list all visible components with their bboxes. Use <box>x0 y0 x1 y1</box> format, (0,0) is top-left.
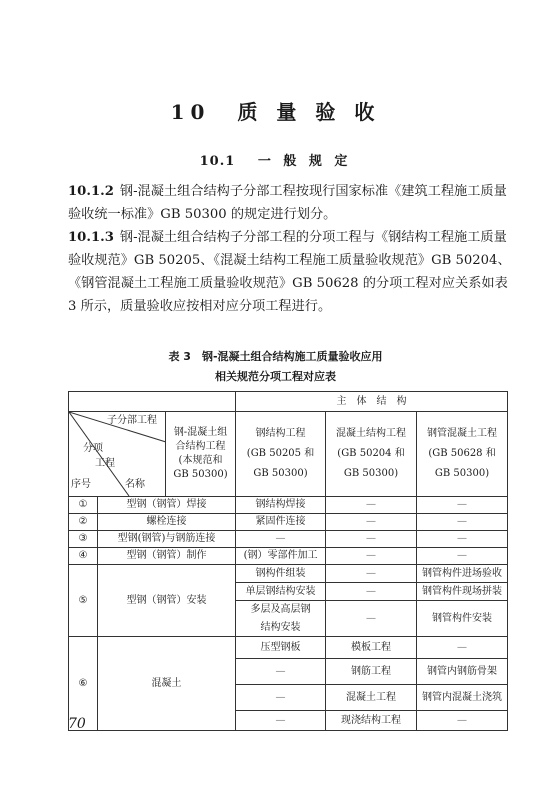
row-name: 螺栓连接 <box>98 514 236 531</box>
row-steel <box>236 601 326 637</box>
row-name: 型钢（钢管）制作 <box>98 548 236 565</box>
diag-label-seq: 序号 <box>71 479 91 490</box>
row-concrete: — <box>326 548 417 565</box>
clause-10-1-3 <box>68 226 518 318</box>
header-line: (GB 50628 和 <box>428 448 496 459</box>
row-seq: ④ <box>69 548 98 565</box>
header-line: (GB 50205 和 <box>246 448 315 459</box>
row-steel: 单层钢结构安装 <box>236 583 326 601</box>
table-row <box>69 531 508 548</box>
table-row <box>69 497 508 514</box>
row-concrete: — <box>326 601 417 637</box>
row-concrete: 模板工程 <box>326 637 417 659</box>
row-tube: — <box>417 711 508 731</box>
clause-number: 10.1.3 <box>68 230 114 245</box>
row-concrete: — <box>326 565 417 583</box>
header-line: 合结构工程 <box>175 441 226 452</box>
row-tube: — <box>417 497 508 514</box>
row-seq: ③ <box>69 531 98 548</box>
row-name: 混凝土 <box>98 637 236 731</box>
header-line: (本规范和 <box>178 455 223 466</box>
header-line: GB 50300) <box>173 469 228 480</box>
row-concrete: — <box>326 531 417 548</box>
clause-10-1-2 <box>68 180 518 226</box>
row-name: 型钢（钢管）安装 <box>98 565 236 637</box>
row-concrete: 现浇结构工程 <box>326 711 417 731</box>
row-concrete: 钢筋工程 <box>326 659 417 685</box>
header-line: 混凝土结构工程 <box>336 428 407 439</box>
clause-text: 钢-混凝土组合结构子分部工程的分项工程与《钢结构工程施工质量验收规范》GB 50205、《混凝土结构工程施工质量验收规范》GB 50204、《钢管混凝土工程施工质量验收规范》GB 50628 的分项工程对应关系如表 3 所示，质量验收应按相对应分项工程进行。 <box>68 230 511 314</box>
row-concrete: — <box>326 514 417 531</box>
page-number: 70 <box>68 716 86 732</box>
row-tube: — <box>417 531 508 548</box>
chapter-number: 10 <box>170 100 211 124</box>
table-row <box>69 565 508 583</box>
row-seq: ⑤ <box>69 565 98 637</box>
row-steel: — <box>236 685 326 711</box>
diag-label-work: 工程 <box>95 458 115 469</box>
table-row <box>69 637 508 659</box>
section-name: 一 般 规 定 <box>257 154 352 169</box>
table-row <box>69 514 508 531</box>
row-tube: 钢管构件现场拼装 <box>417 583 508 601</box>
col-header-concrete <box>326 412 417 497</box>
col-header-steel-tube <box>417 412 508 497</box>
row-seq: ② <box>69 514 98 531</box>
header-line: 钢-混凝土组 <box>173 427 228 438</box>
row-name: 型钢（钢管）焊接 <box>98 497 236 514</box>
row-steel: 钢结构焊接 <box>236 497 326 514</box>
row-tube: — <box>417 514 508 531</box>
row-tube: — <box>417 548 508 565</box>
header-line: GB 50300) <box>343 468 399 479</box>
table-corner-top <box>69 392 236 412</box>
row-steel: 钢构件组装 <box>236 565 326 583</box>
row-seq: ① <box>69 497 98 514</box>
row-steel: 紧固件连接 <box>236 514 326 531</box>
col-header-steel <box>236 412 326 497</box>
chapter-name: 质 量 验 收 <box>237 100 381 124</box>
clause-number: 10.1.2 <box>68 184 114 199</box>
diag-label-name: 名称 <box>125 479 145 490</box>
row-tube: 钢管内混凝土浇筑 <box>417 685 508 711</box>
diagonal-header-cell <box>69 412 166 497</box>
row-seq: ⑥ <box>69 637 98 731</box>
diag-label-item: 分项 <box>83 443 103 454</box>
row-concrete: 混凝土工程 <box>326 685 417 711</box>
col-header-composite <box>166 412 236 497</box>
row-tube: 钢管构件安装 <box>417 601 508 637</box>
header-line: 钢结构工程 <box>255 428 306 439</box>
row-steel: — <box>236 659 326 685</box>
row-tube: 钢管内钢筋骨架 <box>417 659 508 685</box>
row-steel: — <box>236 531 326 548</box>
header-line: 钢管混凝土工程 <box>427 428 498 439</box>
table-main-header-row <box>69 392 508 412</box>
main-structure-header: 主 体 结 构 <box>236 392 508 412</box>
table-column-header-row <box>69 412 508 497</box>
row-steel: 压型钢板 <box>236 637 326 659</box>
table-row <box>69 548 508 565</box>
header-line: GB 50300) <box>253 468 308 479</box>
row-steel: (钢）零部件加工 <box>236 548 326 565</box>
header-line: GB 50300) <box>434 468 490 479</box>
row-name: 型钢(钢管)与钢筋连接 <box>98 531 236 548</box>
table-caption-line1: 表 3 钢-混凝土组合结构施工质量验收应用 <box>168 350 383 363</box>
clause-text: 钢-混凝土组合结构子分部工程按现行国家标准《建筑工程施工质量验收统一标准》GB 50300 的规定进行划分。 <box>68 184 507 222</box>
row-tube: — <box>417 637 508 659</box>
cell-line: 多层及高层钢 <box>250 603 311 615</box>
section-number: 10.1 <box>199 154 236 169</box>
section-title <box>0 150 551 169</box>
table-caption-line2: 相关规范分项工程对应表 <box>215 370 336 383</box>
row-tube: 钢管构件进场验收 <box>417 565 508 583</box>
cell-line: 结构安装 <box>260 621 301 633</box>
row-concrete: — <box>326 583 417 601</box>
correspondence-table <box>68 391 508 731</box>
row-steel: — <box>236 711 326 731</box>
header-line: (GB 50204 和 <box>337 448 405 459</box>
chapter-title <box>0 96 551 125</box>
row-concrete: — <box>326 497 417 514</box>
diag-label-subdivision: 子分部工程 <box>107 415 157 426</box>
